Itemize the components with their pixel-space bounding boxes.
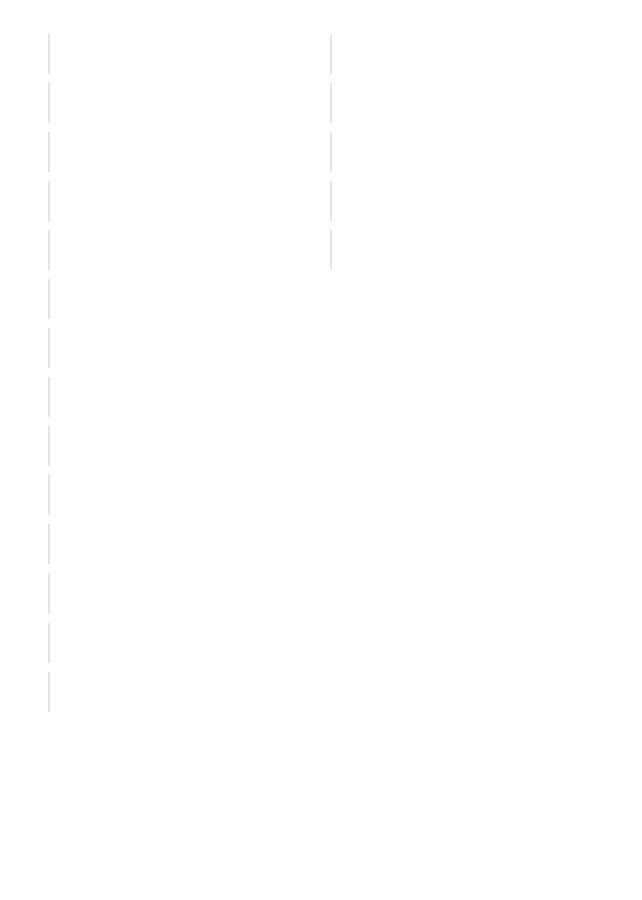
paragraph: [48, 377, 324, 417]
paragraph: [48, 623, 324, 663]
paragraph: [330, 230, 606, 270]
left-column: [48, 34, 324, 842]
paragraph: [48, 328, 324, 368]
paragraph: [330, 181, 606, 221]
paragraph: [48, 475, 324, 515]
right-column: [330, 34, 606, 842]
paragraph: [48, 230, 324, 270]
paragraph: [330, 34, 606, 74]
paragraph: [48, 524, 324, 564]
paragraph: [48, 83, 324, 123]
paragraph: [48, 426, 324, 466]
paragraph: [48, 573, 324, 613]
paragraph: [48, 34, 324, 74]
paragraph: [330, 83, 606, 123]
paragraph: [48, 181, 324, 221]
paragraph: [48, 672, 324, 712]
paragraph: [48, 132, 324, 172]
paragraph: [48, 279, 324, 319]
paragraph: [330, 132, 606, 172]
